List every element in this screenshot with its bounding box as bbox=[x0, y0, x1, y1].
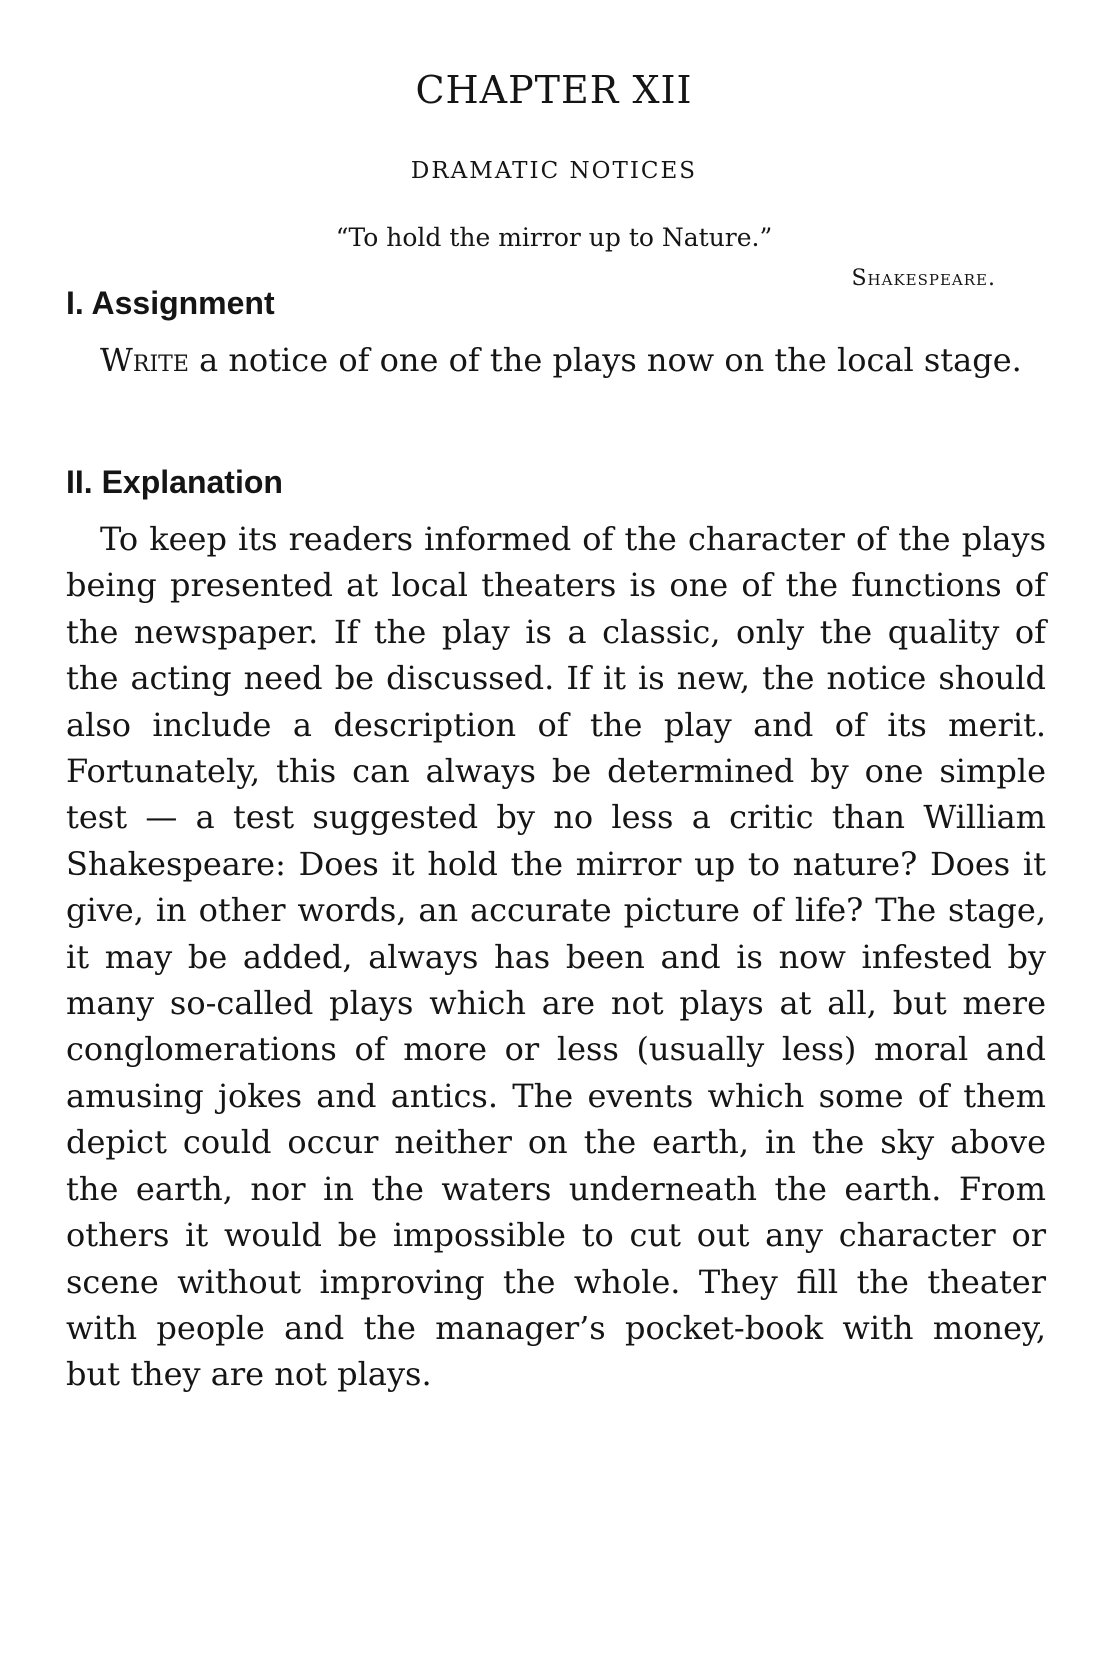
chapter-title: CHAPTER XII bbox=[415, 68, 693, 112]
explanation-heading: II. Explanation bbox=[66, 464, 283, 500]
epigraph-attribution: Shakespeare. bbox=[851, 266, 996, 291]
assignment-paragraph bbox=[66, 337, 1046, 383]
chapter-subtitle: DRAMATIC NOTICES bbox=[410, 158, 698, 184]
epigraph-quote: “To hold the mirror up to Nature.” bbox=[335, 223, 773, 252]
assignment-heading: I. Assignment bbox=[66, 285, 275, 321]
explanation-paragraph: To keep its readers informed of the character of the plays being presented at local theaters is one of the functions of the newspaper. If the play is a classic, only the quality of the acting need be discussed. If it is new, the notice should also include a description of the play and of its merit. Fortunately, this can always be determined by one simple test — a test suggested by no less a critic than William Shakespeare: Does it hold the mirror up to nature? Does it give, in other words, an accurate picture of life? The stage, it may be added, always has been and is now infested by many so-called plays which are not plays at all, but mere conglomerations of more or less (usually less) moral and amusing jokes and antics. The events which some of them depict could occur neither on the earth, in the sky above the earth, nor in the waters underneath the earth. From others it would be impossible to cut out any character or scene without improving the whole. They fill the theater with people and the manager’s pocket-book with money, but they are not plays. bbox=[66, 520, 1046, 1394]
assignment-text: a notice of one of the plays now on the local stage. bbox=[188, 341, 1022, 379]
assignment-lead-word: Write bbox=[100, 341, 189, 379]
